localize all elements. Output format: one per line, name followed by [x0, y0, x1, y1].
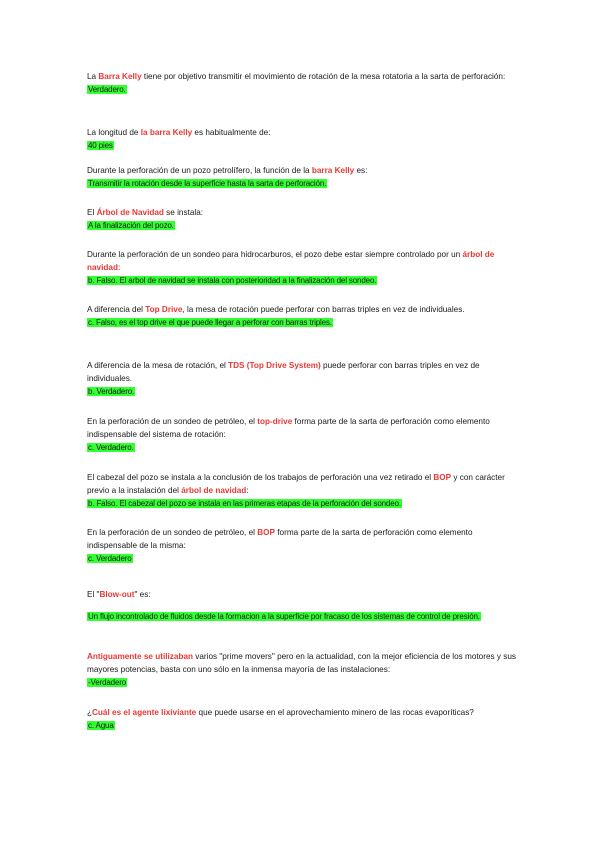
question-3: [87, 164, 517, 190]
question-text: ¿Cuál es el agente lixiviante que puede usarse en el aprovechamiento minero de las rocas evaporíticas?: [87, 708, 474, 717]
question-4: [87, 206, 517, 232]
question-text: Durante la perforación de un pozo petrolífero, la función de la barra Kelly es:: [87, 166, 368, 175]
question-1: [87, 70, 517, 96]
question-text: El Árbol de Navidad se instala:: [87, 208, 204, 217]
question-12: [87, 650, 517, 689]
question-10: [87, 526, 517, 565]
question-text: La Barra Kelly tiene por objetivo transmitir el movimiento de rotación de la mesa rotatoria a la sarta de perforación:: [87, 72, 506, 81]
question-text: A diferencia de la mesa de rotación, el TDS (Top Drive System) puede perforar con barras triples en vez de individuales.: [87, 361, 480, 383]
question-text: En la perforación de un sondeo de petróleo, el BOP forma parte de la sarta de perforación como elemento indispensable de la misma:: [87, 528, 473, 550]
question-text: Durante la perforación de un sondeo para hidrocarburos, el pozo debe estar siempre controlado por un árbol de navidad:: [87, 250, 495, 272]
answer-highlight: b. Falso. El arbol de navidad se instala con posterioridad a la finalización del sondeo.: [88, 276, 377, 285]
answer-highlight: c. Verdadero.: [88, 443, 134, 452]
answer-highlight: b. Falso. El cabezal del pozo se instala en las primeras etapas de la perforación del sondeo.: [88, 499, 401, 508]
question-13: [87, 706, 517, 732]
answer-highlight: Verdadero.: [88, 85, 126, 94]
answer-highlight: b. Verdadero.: [88, 387, 135, 396]
question-5: [87, 248, 517, 287]
answer-highlight: A la finalización del pozo.: [88, 221, 174, 230]
answer-highlight: Un flujo incontrolado de fluidos desde la formacion a la superficie por fracaso de los sistemas de control de presión.: [88, 612, 480, 621]
answer-highlight: c. Agua: [88, 721, 114, 730]
answer-highlight: 40 pies: [88, 141, 113, 150]
question-7: [87, 359, 517, 398]
question-text: El "Blow-out" es:: [87, 590, 151, 599]
question-11: [87, 588, 517, 623]
question-text: A diferencia del Top Drive, la mesa de rotación puede perforar con barras triples en vez de individuales.: [87, 305, 465, 314]
question-text: En la perforación de un sondeo de petróleo, el top-drive forma parte de la sarta de perforación como elemento indispensable del sistema de rotación:: [87, 417, 490, 439]
question-text: La longitud de la barra Kelly es habitualmente de:: [87, 128, 271, 137]
answer-highlight: c. Falso, es el top drive el que puede llegar a perforar con barras triples.: [88, 318, 332, 327]
question-2: [87, 126, 517, 152]
answer-highlight: c. Verdadero: [88, 554, 132, 563]
question-text: El cabezal del pozo se instala a la conclusión de los trabajos de perforación una vez retirado el BOP y con carácter previo a la instalación del árbol de navidad:: [87, 473, 505, 495]
answer-highlight: -Verdadero: [88, 678, 127, 687]
question-text: Antiguamente se utilizaban varios "prime movers" pero en la actualidad, con la mejor eficiencia de los motores y sus mayores potencias, basta con uno sólo en la inmensa mayoría de las instalaciones:: [87, 652, 516, 674]
question-9: [87, 471, 517, 510]
question-6: [87, 303, 517, 329]
question-8: [87, 415, 517, 454]
answer-highlight: Transmitir la rotación desde la superficie hasta la sarta de perforación.: [88, 179, 327, 188]
